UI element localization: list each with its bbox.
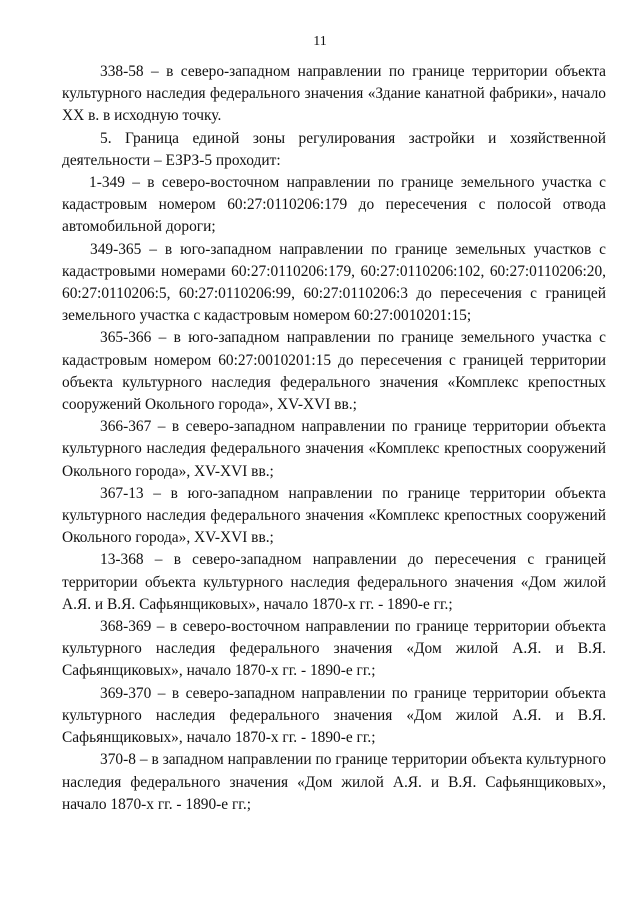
paragraph-365-366: 365-366 – в юго-западном направлении по границе земельного участка с кадастровым номером 60:27:0010201:15 до пересечения с границей территории объекта культурного наследия федерального значения «Комплекс крепостных сооружений Окольного города», XV-XVI вв.; [62, 329, 606, 414]
paragraph-369-370: 369-370 – в северо-западном направлении по границе территории объекта культурного наследия федерального значения «Дом жилой А.Я. и В.Я. Сафьянщиковых», начало 1870-х гг. - 1890-е гг.; [62, 684, 606, 747]
paragraph-368-369: 368-369 – в северо-восточном направлении по границе территории объекта культурного наследия федерального значения «Дом жилой А.Я. и В.Я. Сафьянщиковых», начало 1870-х гг. - 1890-е гг.; [62, 618, 606, 680]
paragraph-1-349: 1-349 – в северо-восточном направлении по границе земельного участка с кадастровым номером 60:27:0110206:179 до пересечения с полосой отвода автомобильной дороги; [62, 174, 606, 236]
paragraph-367-13: 367-13 – в юго-западном направлении по границе территории объекта культурного наследия федерального значения «Комплекс крепостных сооружений Окольного города», XV-XVI вв.; [62, 484, 606, 547]
paragraph-349-365: 349-365 – в юго-западном направлении по границе земельных участков с кадастровыми номерами 60:27:0110206:179, 60:27:0110206:102, 60:27:0110206:20, 60:27:0110206:5, 60:27:0110206:99, 60:27:0110206:3 до пересечения с границей земельного участка с кадастровым номером 60:27:0010201:15; [62, 240, 606, 325]
paragraph-370-8: 370-8 – в западном направлении по границе территории объекта культурного наследия федерального значения «Дом жилой А.Я. и В.Я. Сафьянщиковых», начало 1870-х гг. - 1890-е гг.; [62, 751, 606, 813]
document-body [62, 61, 606, 816]
page-number: 11 [313, 34, 327, 49]
paragraph-338-58: 338-58 – в северо-западном направлении по границе территории объекта культурного наследия федерального значения «Здание канатной фабрики», начало XX в. в исходную точку. [62, 63, 606, 125]
paragraph-ezrz-5-heading: 5. Граница единой зоны регулирования застройки и хозяйственной деятельности – ЕЗРЗ-5 проходит: [62, 129, 606, 169]
paragraph-13-368: 13-368 – в северо-западном направлении до пересечения с границей территории объекта культурного наследия федерального значения «Дом жилой А.Я. и В.Я. Сафьянщиковых», начало 1870-х гг. - 1890-е гг.; [62, 551, 606, 613]
paragraph-366-367: 366-367 – в северо-западном направлении по границе территории объекта культурного наследия федерального значения «Комплекс крепостных сооружений Окольного города», XV-XVI вв.; [62, 418, 606, 480]
